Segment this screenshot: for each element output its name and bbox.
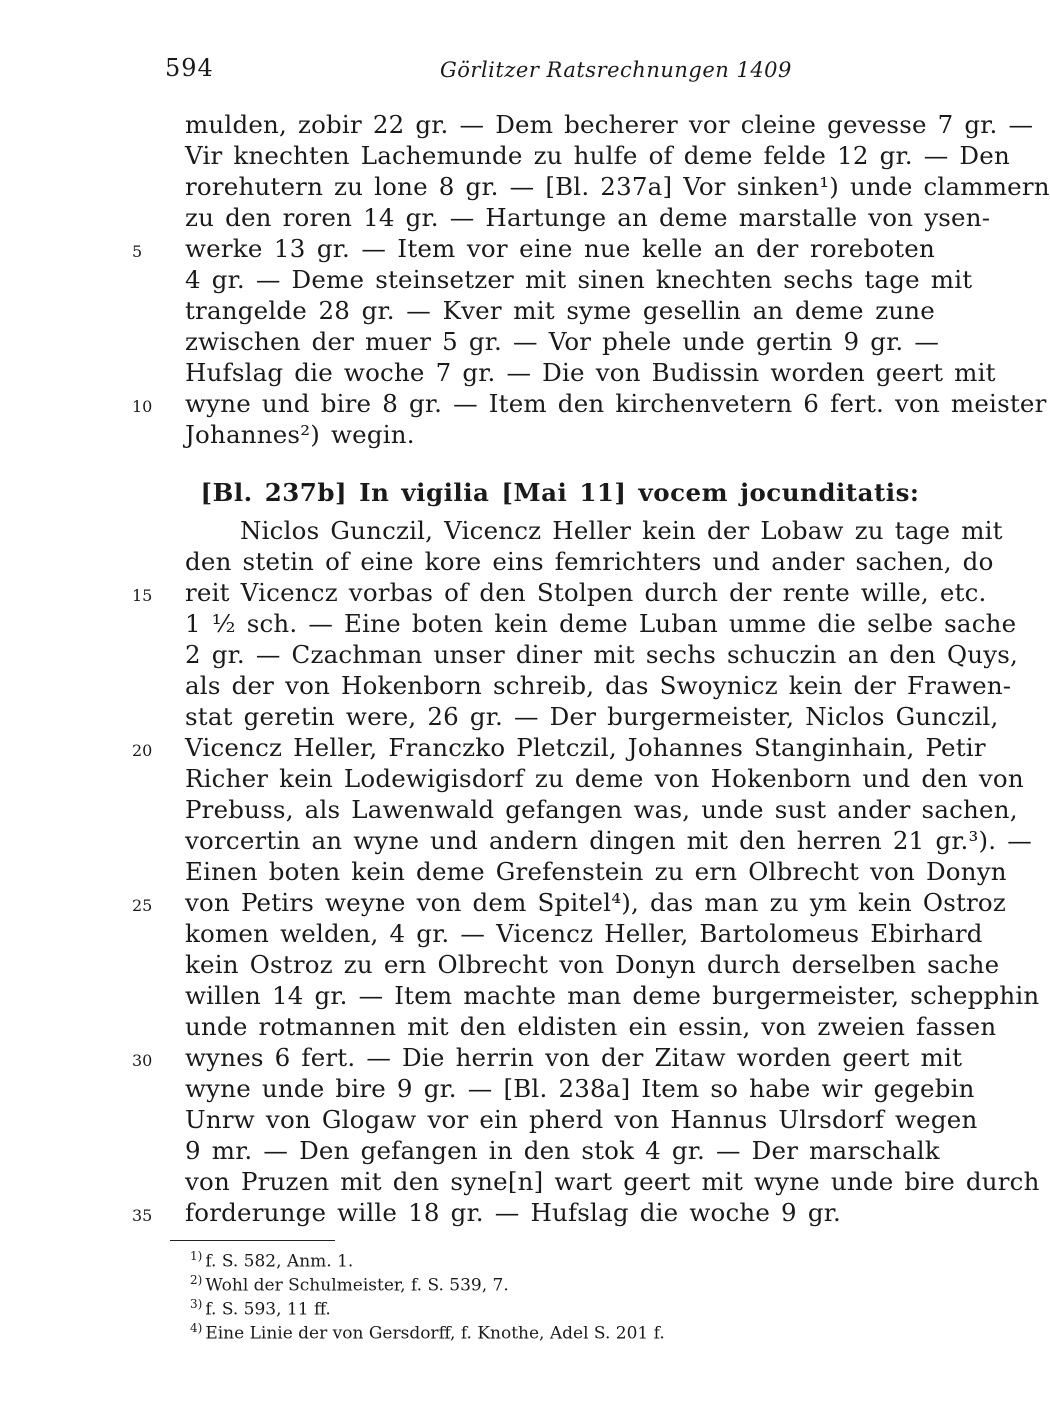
text-line: Unrw von Glogaw vor ein pherd von Hannus Ulrsdorf wegen bbox=[185, 1105, 978, 1134]
text-line: forderunge wille 18 gr. — Hufslag die woche 9 gr. bbox=[185, 1198, 841, 1227]
text-line: 1 ½ sch. — Eine boten kein deme Luban umme die selbe sache bbox=[185, 609, 1017, 638]
footnote-text: f. S. 582, Anm. 1. bbox=[205, 1251, 354, 1272]
text-line: unde rotmannen mit den eldisten ein essin, von zweien fassen bbox=[185, 1012, 997, 1041]
text-line: Einen boten kein deme Grefenstein zu ern Olbrecht von Donyn bbox=[185, 857, 1007, 886]
text-line: Richer kein Lodewigisdorf zu deme von Hokenborn und den von bbox=[185, 764, 1024, 793]
footnote-separator bbox=[170, 1240, 335, 1241]
text-line: Johannes²) wegin. bbox=[185, 420, 415, 449]
page-number: 594 bbox=[165, 54, 214, 82]
text-line: wyne unde bire 9 gr. — [Bl. 238a] Item so habe wir gegebin bbox=[185, 1074, 975, 1103]
margin-line-number: 15 bbox=[132, 586, 153, 605]
text-line: willen 14 gr. — Item machte man deme burgermeister, schepphin bbox=[185, 981, 1040, 1010]
text-line: werke 13 gr. — Item vor eine nue kelle an der roreboten bbox=[185, 234, 935, 263]
footnote-mark: 4) bbox=[190, 1321, 203, 1335]
margin-line-number: 10 bbox=[132, 397, 153, 416]
text-line: Hufslag die woche 7 gr. — Die von Budissin worden geert mit bbox=[185, 358, 996, 387]
text-line: komen welden, 4 gr. — Vicencz Heller, Bartolomeus Ebirhard bbox=[185, 919, 983, 948]
text-line: 2 gr. — Czachman unser diner mit sechs schuczin an den Quys, bbox=[185, 640, 1019, 669]
text-line: den stetin of eine kore eins femrichters und ander sachen, do bbox=[185, 547, 994, 576]
text-line: 4 gr. — Deme steinsetzer mit sinen knechten sechs tage mit bbox=[185, 265, 973, 294]
footnote-mark: 3) bbox=[190, 1297, 203, 1311]
footnote-text: Eine Linie der von Gersdorff, f. Knothe, Adel S. 201 f. bbox=[205, 1323, 665, 1344]
text-line: wynes 6 fert. — Die herrin von der Zitaw worden geert mit bbox=[185, 1043, 963, 1072]
text-line: Vicencz Heller, Franczko Pletczil, Johannes Stanginhain, Petir bbox=[185, 733, 986, 762]
footnote-mark: 1) bbox=[190, 1249, 203, 1263]
text-line: 9 mr. — Den gefangen in den stok 4 gr. — Der marschalk bbox=[185, 1136, 940, 1165]
margin-line-number: 35 bbox=[132, 1206, 153, 1225]
footnote-mark: 2) bbox=[190, 1273, 203, 1287]
section-heading: [Bl. 237b] In vigilia [Mai 11] vocem jocunditatis: bbox=[200, 478, 920, 507]
margin-line-number: 5 bbox=[132, 242, 143, 261]
text-line: als der von Hokenborn schreib, das Swoynicz kein der Frawen- bbox=[185, 671, 1012, 700]
margin-line-number: 30 bbox=[132, 1051, 153, 1070]
text-line: Prebuss, als Lawenwald gefangen was, unde sust ander sachen, bbox=[185, 795, 1018, 824]
text-line: Niclos Gunczil, Vicencz Heller kein der Lobaw zu tage mit bbox=[240, 516, 1003, 545]
running-head: Görlitzer Ratsrechnungen 1409 bbox=[440, 58, 792, 82]
text-line: wyne und bire 8 gr. — Item den kirchenvetern 6 fert. von meister bbox=[185, 389, 1047, 418]
text-line: von Pruzen mit den syne[n] wart geert mit wyne unde bire durch bbox=[185, 1167, 1040, 1196]
footnote bbox=[190, 1317, 665, 1345]
text-line: stat geretin were, 26 gr. — Der burgermeister, Niclos Gunczil, bbox=[185, 702, 999, 731]
text-line: zu den roren 14 gr. — Hartunge an deme marstalle von ysen- bbox=[185, 203, 991, 232]
margin-line-number: 25 bbox=[132, 896, 153, 915]
text-line: reit Vicencz vorbas of den Stolpen durch der rente wille, etc. bbox=[185, 578, 987, 607]
text-line: vorcertin an wyne und andern dingen mit den herren 21 gr.³). — bbox=[185, 826, 1032, 855]
text-line: mulden, zobir 22 gr. — Dem becherer vor cleine gevesse 7 gr. — bbox=[185, 110, 1034, 139]
footnote-text: Wohl der Schulmeister, f. S. 539, 7. bbox=[205, 1275, 509, 1296]
text-line: von Petirs weyne von dem Spitel⁴), das man zu ym kein Ostroz bbox=[185, 888, 1006, 917]
text-line: zwischen der muer 5 gr. — Vor phele unde gertin 9 gr. — bbox=[185, 327, 940, 356]
text-line: Vir knechten Lachemunde zu hulfe of deme felde 12 gr. — Den bbox=[185, 141, 1010, 170]
footnote-text: f. S. 593, 11 ff. bbox=[205, 1299, 331, 1320]
text-line: kein Ostroz zu ern Olbrecht von Donyn durch derselben sache bbox=[185, 950, 1000, 979]
text-line: trangelde 28 gr. — Kver mit syme gesellin an deme zune bbox=[185, 296, 935, 325]
text-line: rorehutern zu lone 8 gr. — [Bl. 237a] Vor sinken¹) unde clammern bbox=[185, 172, 1050, 201]
margin-line-number: 20 bbox=[132, 741, 153, 760]
